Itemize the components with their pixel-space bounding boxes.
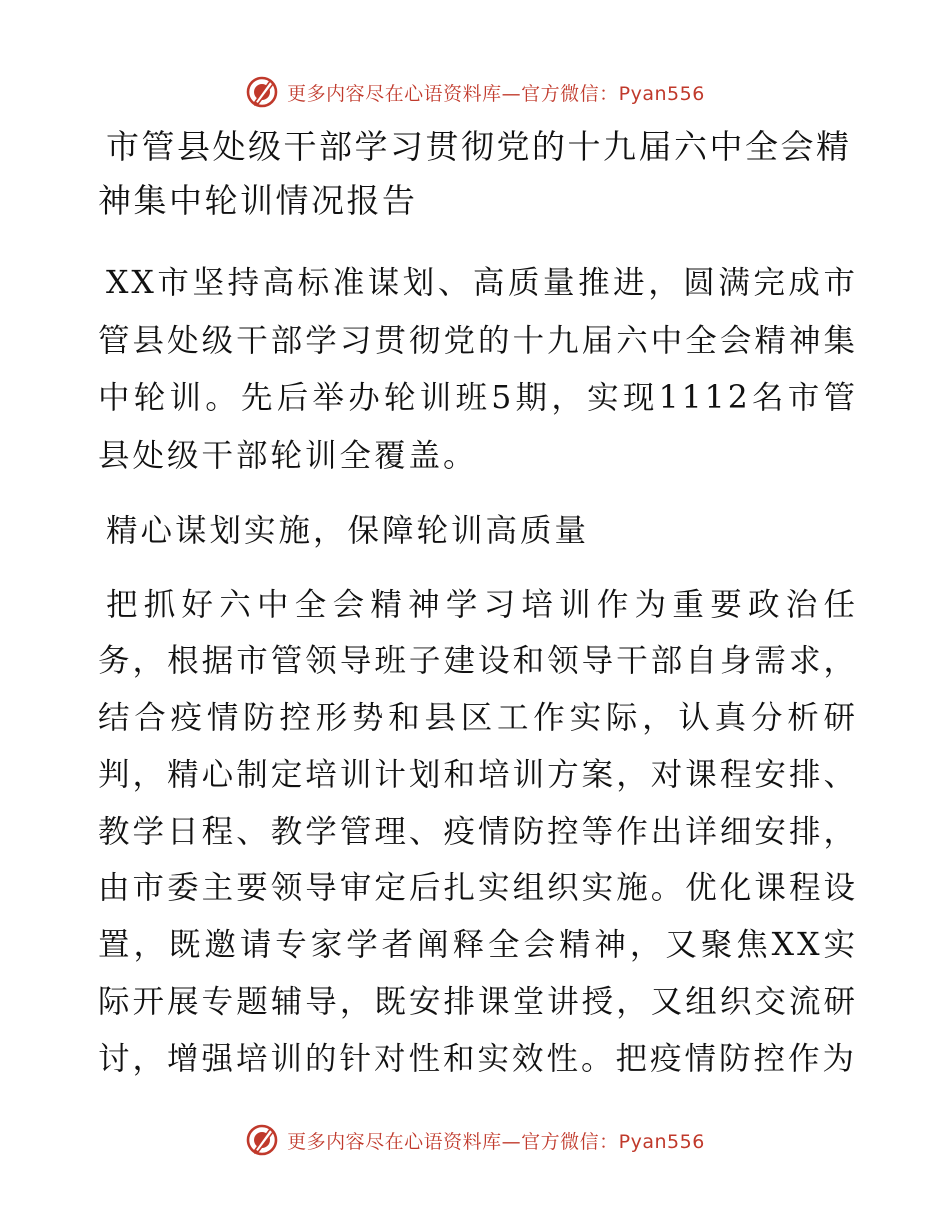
body-paragraph: 把抓好六中全会精神学习培训作为重要政治任务，根据市管领导班子建设和领导干部自身需求，结合疫情防控形势和县区工作实际，认真分析研判，精心制定培训计划和培训方案，对课程安排、教学日程、教学管理、疫情防控等作出详细安排，由市委主要领导审定后扎实组织实施。优化课程设置，既邀请专家学者阐释全会精神，又聚焦XX实际开展专题辅导，既安排课堂讲授，又组织交流研讨，增强培训的针对性和实效性。把疫情防控作为: [98, 586, 858, 1077]
pen-circle-logo: [245, 75, 279, 109]
document-body: [98, 120, 858, 1088]
footer-watermark: [0, 1118, 950, 1162]
intro-paragraph: XX市坚持高标准谋划、高质量推进，圆满完成市管县处级干部学习贯彻党的十九届六中全会精神集中轮训。先后举办轮训班5期，实现1112名市管县处级干部轮训全覆盖。: [98, 265, 858, 474]
section-heading: 精心谋划实施，保障轮训高质量: [106, 513, 590, 549]
header-watermark: [0, 70, 950, 114]
pen-circle-logo: [245, 1123, 279, 1157]
watermark-text: 更多内容尽在心语资料库—官方微信：Pyan556: [287, 1130, 705, 1153]
document-title: 市管县处级干部学习贯彻党的十九届六中全会精神集中轮训情况报告: [98, 127, 852, 220]
watermark-text: 更多内容尽在心语资料库—官方微信：Pyan556: [287, 82, 705, 105]
